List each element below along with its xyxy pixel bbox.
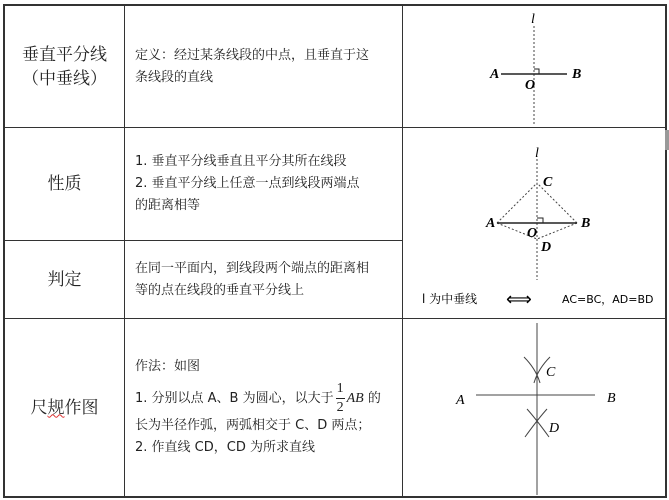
fraction-bar [336,398,345,399]
row-content-criterion [126,241,402,318]
label-a: A [456,393,465,408]
arc-from-a-upper [524,357,540,383]
arc-from-a-lower [527,409,549,437]
label-d: D [549,421,560,436]
scrollbar-thumb[interactable] [665,130,669,150]
content-text: 1. 分别以点 A、B 为圆心，以大于 [135,391,334,406]
label-o: O [525,78,536,93]
content-line: 在同一平面内，到线段两个端点的距离相 [135,260,370,276]
row-content-construction [126,319,402,496]
content-line: 2. 垂直平分线上任意一点到线段两端点 [135,176,360,191]
fraction-one-half [336,382,345,415]
segment-ab-label: AB [346,391,364,406]
row-heading-criterion [5,241,124,318]
row-heading-property [5,128,124,240]
content-line: 等的点在线段的垂直平分线上 [135,282,305,298]
heading-line: 垂直平分线 [22,44,107,65]
label-d: D [541,240,552,255]
property-criterion-figure [404,128,665,318]
spellcheck-underline: 规 [47,397,65,418]
content-line-with-fraction [135,382,381,415]
heading-line: （中垂线） [22,68,107,89]
heading-line: 性质 [47,174,82,194]
label-b: B [572,67,582,82]
content-text: 的 [363,391,381,406]
arc-from-b-lower [525,409,547,437]
content-line: 定义：经过某条线段的中点，且垂直于这 [135,47,370,63]
heading-text: 尺规作图 [30,397,99,418]
content-line: 作法：如图 [135,359,201,374]
heading-line: 判定 [47,269,82,290]
table-border-bottom [3,496,667,498]
label-b: B [607,391,616,406]
row-content-property [126,128,402,240]
label-c: C [546,365,556,380]
perpendicular-bisector-table [3,4,667,497]
content-line: 长为半径作弧，两弧相交于 C、D 两点； [135,418,371,433]
table-border-right [665,4,667,497]
column-divider-1 [124,4,125,497]
label-o: O [527,226,538,241]
label-b: B [581,216,591,231]
label-a: A [486,216,496,231]
heading-line [31,396,99,420]
label-a: A [490,67,500,82]
row-content-definition [126,6,402,127]
fraction-denominator: 2 [336,400,344,415]
caption-equalities: AC=BC，AD=BD [562,293,654,306]
label-l: l [535,146,539,161]
construction-figure [404,319,665,496]
segment-ac [497,183,537,223]
row-heading-definition [5,6,124,127]
column-divider-2 [402,4,403,497]
row-heading-construction [5,319,124,496]
label-c: C [543,175,553,190]
caption-bisector: l 为中垂线 [422,292,478,306]
fraction-numerator: 1 [336,381,344,396]
label-l: l [531,12,535,27]
definition-figure [404,6,665,127]
content-line: 的距离相等 [135,198,201,213]
content-line: 1. 垂直平分线垂直且平分其所在线段 [135,154,347,169]
segment-bd [537,223,577,239]
content-line: 2. 作直线 CD，CD 为所求直线 [135,440,315,455]
content-line: 条线段的直线 [135,69,214,85]
equivalence-arrow-icon: ⟺ [506,289,532,310]
